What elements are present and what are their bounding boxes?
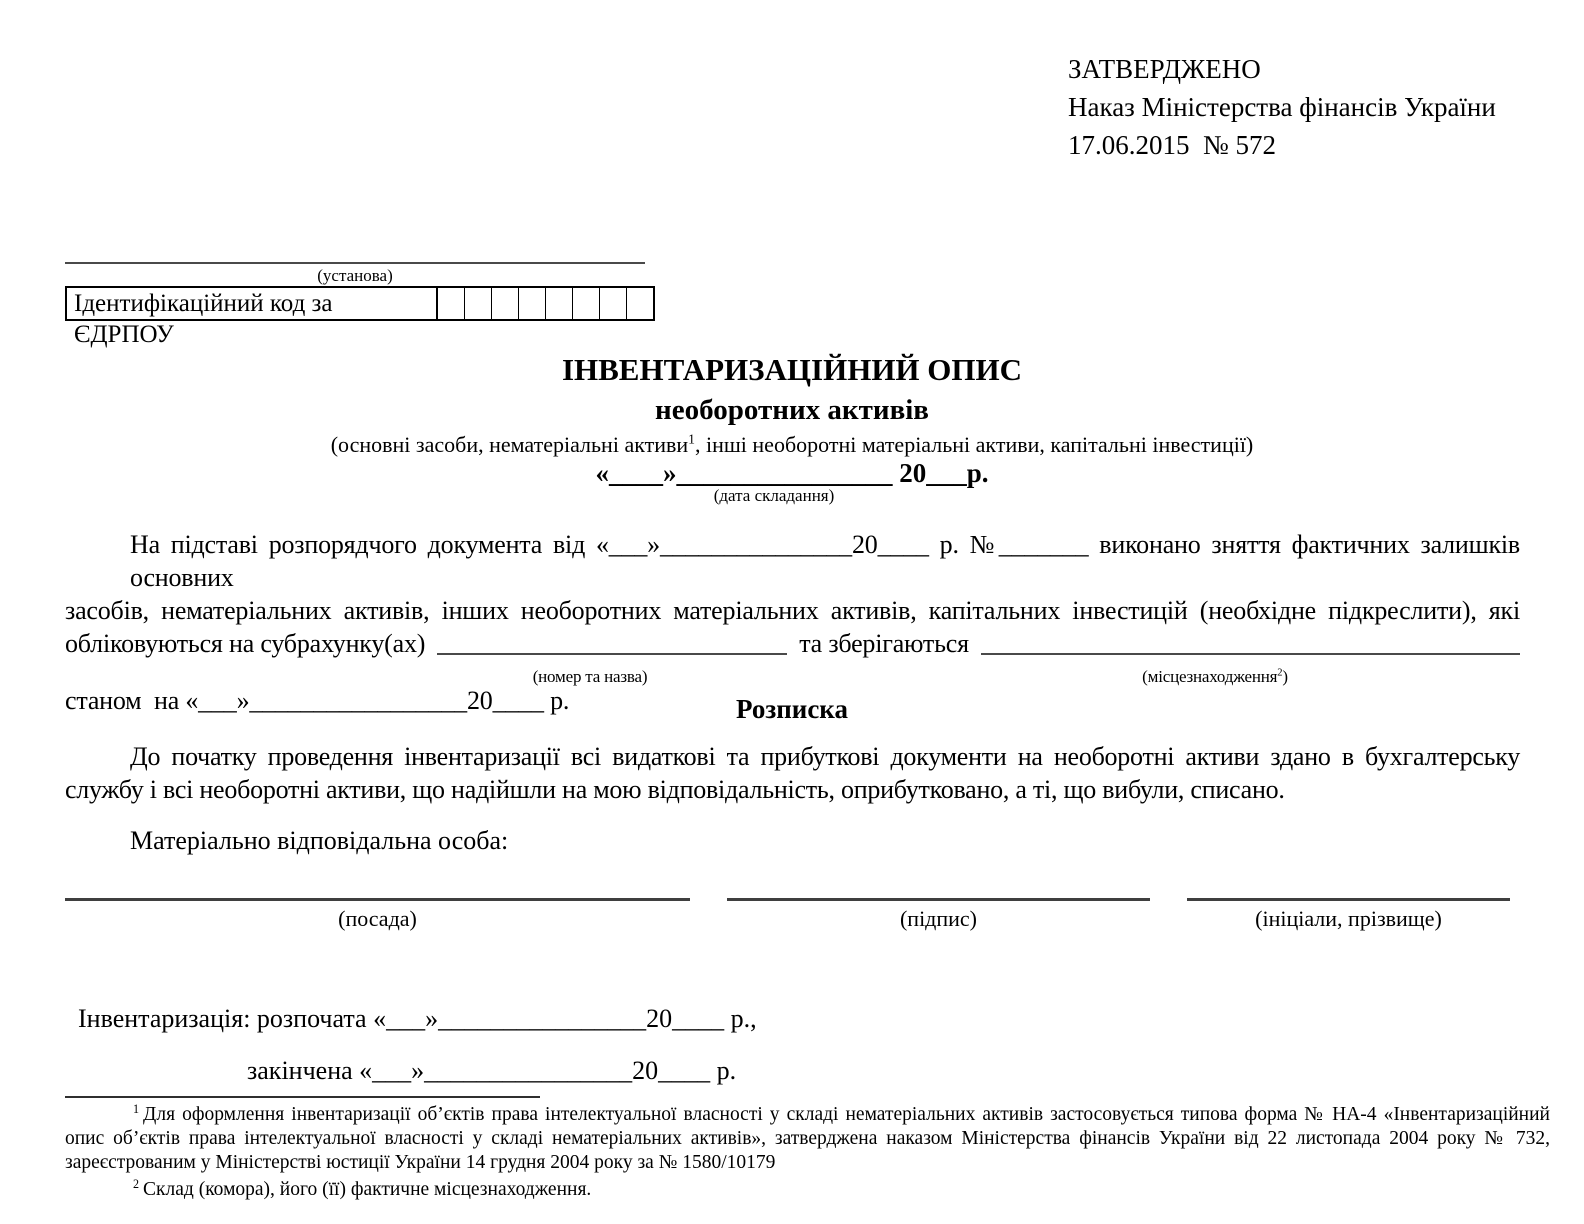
title-note bbox=[0, 432, 1584, 458]
footnote-2 bbox=[65, 1178, 1550, 1202]
position-blank-line bbox=[65, 868, 690, 901]
footnote-2-text: Склад (комора), його (її) фактичне місцезнаходження. bbox=[143, 1179, 592, 1200]
signature-name-column bbox=[1187, 868, 1510, 932]
approval-block bbox=[1068, 50, 1496, 164]
edrpou-cell bbox=[438, 288, 464, 319]
approval-date-number: 17.06.2015 № 572 bbox=[1068, 130, 1277, 160]
signature-row bbox=[65, 868, 1510, 932]
basis-sublabels bbox=[65, 660, 1520, 684]
edrpou-code-cells bbox=[438, 286, 655, 321]
footnote-separator bbox=[65, 1076, 540, 1098]
footnote-1-text: Для оформлення інвентаризації об’єктів права інтелектуальної власності у складі нематеріальних активів застосовується типова форма № НА-4 «Інвентаризаційний опис об’єктів права інтелектуальної власності у складі нематеріальних активів», затверджена наказом Міністерства фінансів України від 22 листопада 2004 року № 732, зареєстрованим у Міністерстві юстиції України 14 грудня 2004 року за № 1580/10179 bbox=[65, 1104, 1550, 1173]
footnote-1 bbox=[65, 1103, 1550, 1175]
title-note-pre: (основні засоби, нематеріальні активи bbox=[330, 432, 689, 457]
edrpou-cell bbox=[626, 288, 653, 319]
footnote-2-marker: 2 bbox=[133, 1176, 140, 1191]
receipt-body: До початку проведення інвентаризації всі видаткові та прибуткові документи на необоротні активи здано в бухгалтерську службу і всі необоротні активи, що надійшли на мою відповідальність, оприбутковано, а ті, що вибули, списано. bbox=[65, 742, 1520, 804]
location-blank bbox=[981, 653, 1520, 655]
approval-order: Наказ Міністерства фінансів України bbox=[1068, 92, 1496, 122]
sign-blank-line bbox=[727, 868, 1150, 901]
inventory-finished-line: закінчена «___»________________20____ р. bbox=[247, 1056, 737, 1085]
responsible-person-label: Матеріально відповідальна особа: bbox=[130, 826, 509, 855]
edrpou-cell bbox=[545, 288, 572, 319]
position-label: (посада) bbox=[338, 906, 417, 931]
basis-line-2: засобів, нематеріальних активів, інших необоротних матеріальних активів, капітальних інвестицій (необхідне підкреслити), які bbox=[65, 596, 1520, 625]
footnote-1-marker: 1 bbox=[133, 1101, 140, 1116]
name-blank-line bbox=[1187, 868, 1510, 901]
stored-text: та зберігаються bbox=[799, 629, 969, 658]
organization-blank-line bbox=[65, 240, 645, 264]
compilation-date-label: (дата складання) bbox=[713, 486, 835, 505]
document-title: ІНВЕНТАРИЗАЦІЙНИЙ ОПИС bbox=[561, 352, 1023, 387]
basis-line-3 bbox=[65, 627, 1520, 660]
signature-sign-column bbox=[727, 868, 1150, 932]
footnote-ref-1: 1 bbox=[688, 431, 695, 447]
edrpou-row bbox=[65, 286, 655, 348]
compilation-date-blank: «____»________________ 20___р. bbox=[595, 458, 989, 488]
approval-word: ЗАТВЕРДЖЕНО bbox=[1068, 54, 1261, 84]
edrpou-cell bbox=[572, 288, 599, 319]
edrpou-cell bbox=[518, 288, 545, 319]
basis-line-1: На підставі розпорядчого документа від «___»_______________20____ р. №_______ виконано зняття фактичних залишків основних bbox=[130, 530, 1520, 592]
sign-label: (підпис) bbox=[899, 906, 978, 931]
document-subtitle: необоротних активів bbox=[655, 394, 929, 426]
location-label: (місцезнаходження$^2$) bbox=[1142, 667, 1288, 686]
number-name-label: (номер та назва) bbox=[532, 667, 648, 686]
edrpou-cell bbox=[491, 288, 518, 319]
inventory-started-line: Інвентаризація: розпочата «___»________________20____ р., bbox=[78, 1004, 757, 1033]
signature-position-column bbox=[65, 868, 690, 932]
basis-line-4: станом на «___»_________________20____ р. bbox=[65, 686, 570, 715]
title-note-post: , інші необоротні матеріальні активи, капітальні інвестиції) bbox=[694, 432, 1254, 457]
basis-paragraph bbox=[65, 528, 1520, 717]
subaccount-blank bbox=[437, 653, 787, 655]
footnote-ref-2: 2 bbox=[1277, 667, 1283, 679]
edrpou-cell bbox=[464, 288, 491, 319]
edrpou-label: Ідентифікаційний код за ЄДРПОУ bbox=[65, 286, 438, 321]
receipt-heading: Розписка bbox=[736, 694, 848, 724]
edrpou-cell bbox=[599, 288, 626, 319]
organization-label: (установа) bbox=[317, 266, 393, 285]
subaccount-text: обліковуються на субрахунку(ах) bbox=[65, 629, 426, 658]
name-label: (ініціали, прізвище) bbox=[1255, 906, 1442, 931]
